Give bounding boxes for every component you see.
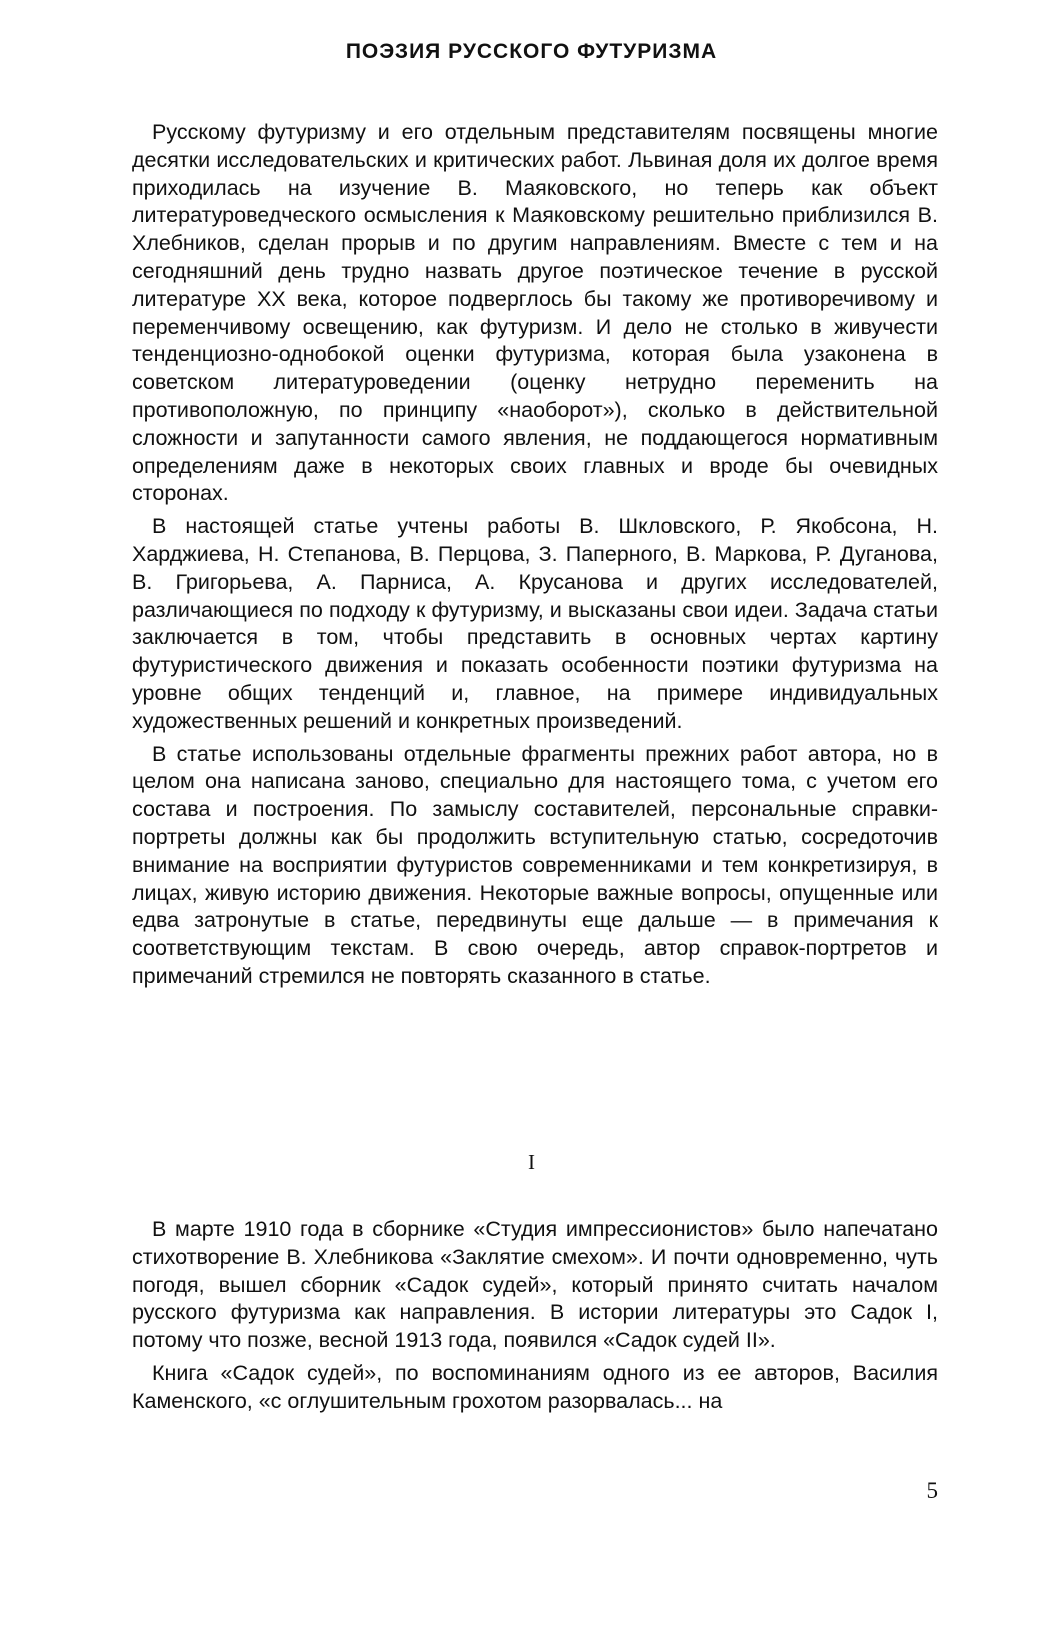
intro-text (132, 119, 938, 996)
paragraph: В статье использованы отдельные фрагменты прежних работ автора, но в целом она написана заново, специально для настоящего тома, с учетом его состава и построения. По замыслу составителей, персональные справки-портреты должны как бы продолжить вступительную статью, сосредоточив внимание на восприятии футуристов современниками и тем конкретизируя, в лицах, живую историю движения. Некоторые важные вопросы, опущенные или едва затронутые в статье, передвинуты еще дальше — в примечания к соответствующим текстам. В свою очередь, автор справок-портретов и примечаний стремился не повторять сказанного в статье. (132, 741, 938, 988)
page-title: ПОЭЗИЯ РУССКОГО ФУТУРИЗМА (345, 40, 718, 63)
page-number: 5 (926, 1478, 938, 1503)
paragraph: Русскому футуризму и его отдельным представителям посвящены многие десятки исследовательских и критических работ. Львиная доля их долгое время приходилась на изучение В. Маяковского, но теперь как объект литературоведческого осмысления к Маяковскому решительно приблизился В. Хлебников, сделан прорыв и по другим направлениям. Вместе с тем и на сегодняшний день трудно назвать другое поэтическое течение в русской литературе XX века, которое подверглось бы такому же противоречивому и переменчивому освещению, как футуризм. И дело не столько в живучести тенденциозно-однобокой оценки футуризма, которая была узаконена в советском литературоведении (оценку нетрудно переменить на противоположную, по принципу «наоборот»), сколько в действительной сложности и запутанности самого явления, не поддающегося нормативным определениям даже в некоторых своих главных и вроде бы очевидных сторонах. (132, 120, 938, 506)
paragraph: В настоящей статье учтены работы В. Шкловского, Р. Якобсона, Н. Харджиева, Н. Степанова, В. Перцова, З. Паперного, В. Маркова, Р. Дуганова, В. Григорьева, А. Парниса, А. Крусанова и других исследователей, различающиеся по подходу к футуризму, и высказаны свои идеи. Задача статьи заключается в том, чтобы представить в основных чертах картину футуристического движения и показать особенности поэтики футуризма на уровне общих тенденций и, главное, на примере индивидуальных художественных решений и конкретных произведений. (132, 514, 938, 733)
section-number: I (528, 1150, 535, 1174)
paragraph: В марте 1910 года в сборнике «Студия импрессионистов» было напечатано стихотворение В. Хлебникова «Заклятие смехом». И почти одновременно, чуть погодя, вышел сборник «Садок судей», который принято считать началом русского футуризма как направления. В истории литературы это Садок I, потому что позже, весной 1913 года, появился «Садок судей II». (132, 1217, 938, 1353)
section-text (132, 1216, 938, 1421)
paragraph: Книга «Садок судей», по воспоминаниям одного из ее авторов, Василия Каменского, «с оглушительным грохотом разорвалась... на (132, 1360, 938, 1413)
